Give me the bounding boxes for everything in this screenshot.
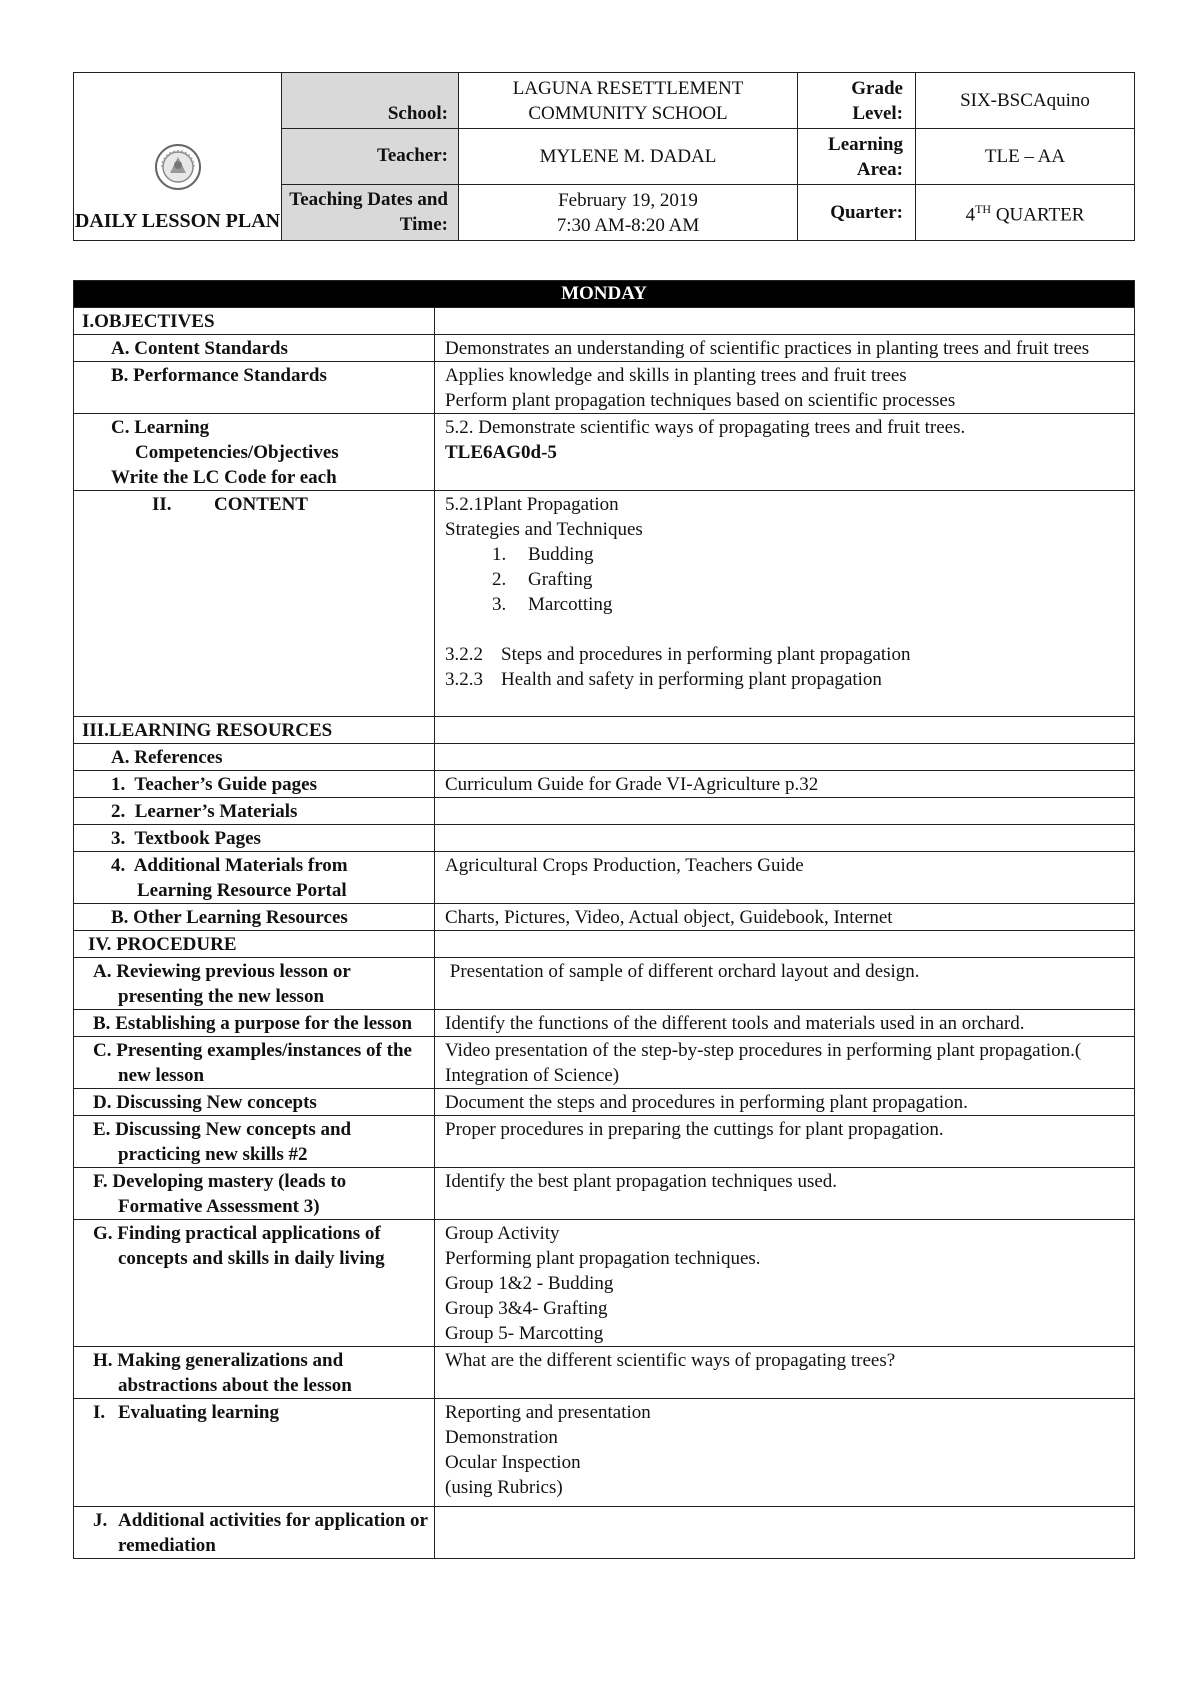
performance-standards-line-2: Perform plant propagation techniques based on scientific processes (445, 390, 956, 411)
header-table (73, 72, 1135, 241)
quarter-text: QUARTER (991, 204, 1085, 226)
procedure-row-c-value: Video presentation of the step-by-step procedures in performing plant propagation.( Integration of Science) (435, 1037, 1135, 1089)
procedure-row-f-value: Identify the best plant propagation techniques used. (435, 1168, 1135, 1220)
grade-label: Grade Level: (798, 73, 916, 129)
dates-line-2: 7:30 AM-8:20 AM (556, 214, 700, 236)
textbook-pages-value (435, 825, 1135, 852)
procedure-row-h-label: H. Making generalizations and abstractions about the lesson (74, 1347, 435, 1399)
deped-seal-icon (154, 143, 202, 191)
learning-competencies-value (435, 414, 1135, 491)
content-standards-value: Demonstrates an understanding of scientific practices in planting trees and fruit trees (435, 335, 1135, 362)
procedure-heading-value (435, 931, 1135, 958)
content-label-num: II. (152, 494, 172, 515)
content-label (74, 491, 435, 717)
school-value: LAGUNA RESETTLEMENT COMMUNITY SCHOOL (459, 73, 798, 129)
other-resources-label: B. Other Learning Resources (74, 904, 435, 931)
learning-competencies-label (74, 414, 435, 491)
procedure-row-h-value: What are the different scientific ways of propagating trees? (435, 1347, 1135, 1399)
performance-standards-value (435, 362, 1135, 414)
additional-materials-label: 4. Additional Materials from Learning Resource Portal (74, 852, 435, 904)
content-line-2: Strategies and Techniques (445, 519, 643, 540)
technique-item: 2. Grafting (492, 569, 593, 590)
quarter-sup: TH (975, 202, 992, 217)
procedure-heading: IV. PROCEDURE (74, 931, 435, 958)
procedure-row-b-value: Identify the functions of the different tools and materials used in an orchard. (435, 1010, 1135, 1037)
logo-title-cell (74, 73, 282, 241)
grade-value: SIX-BSCAquino (916, 73, 1135, 129)
dates-label: Teaching Dates and Time: (282, 185, 459, 241)
lc-value-text: 5.2. Demonstrate scientific ways of propagating trees and fruit trees. (445, 417, 966, 438)
lc-label-line-2: Competencies/Objectives (135, 442, 339, 463)
technique-item: 1. Budding (492, 544, 594, 565)
references-label: A. References (74, 744, 435, 771)
lc-label-line-1: C. Learning (111, 417, 210, 438)
lc-label-line-3: Write the LC Code for each (111, 467, 337, 488)
content-label-text: CONTENT (214, 494, 308, 515)
content-standards-label: A. Content Standards (74, 335, 435, 362)
day-heading: MONDAY (74, 281, 1135, 308)
procedure-row-i-value: Reporting and presentation Demonstration Ocular Inspection (using Rubrics) (435, 1399, 1135, 1507)
performance-standards-line-1: Applies knowledge and skills in planting trees and fruit trees (445, 365, 907, 386)
procedure-row-b-label: B. Establishing a purpose for the lesson (74, 1010, 435, 1037)
procedure-row-i-label: I. Evaluating learning (74, 1399, 435, 1507)
textbook-pages-label: 3. Textbook Pages (74, 825, 435, 852)
teacher-value: MYLENE M. DADAL (459, 129, 798, 185)
lesson-plan-table (73, 280, 1135, 1559)
resources-heading-value (435, 717, 1135, 744)
technique-item: 3. Marcotting (492, 594, 613, 615)
procedure-row-e-value: Proper procedures in preparing the cuttings for plant propagation. (435, 1116, 1135, 1168)
objectives-heading: I.OBJECTIVES (74, 308, 435, 335)
procedure-row-j-value (435, 1507, 1135, 1559)
quarter-value (916, 185, 1135, 241)
quarter-label: Quarter: (798, 185, 916, 241)
teachers-guide-label: 1. Teacher’s Guide pages (74, 771, 435, 798)
content-value (435, 491, 1135, 717)
content-step-2: 3.2.3 Health and safety in performing plant propagation (445, 669, 882, 690)
performance-standards-label: B. Performance Standards (74, 362, 435, 414)
school-label: School: (282, 73, 459, 129)
procedure-row-c-label: C. Presenting examples/instances of the new lesson (74, 1037, 435, 1089)
procedure-row-g-label: G. Finding practical applications of concepts and skills in daily living (74, 1220, 435, 1347)
procedure-row-a-label: A. Reviewing previous lesson or presenting the new lesson (74, 958, 435, 1010)
references-value (435, 744, 1135, 771)
doc-title: DAILY LESSON PLAN (74, 210, 281, 232)
area-value: TLE – AA (916, 129, 1135, 185)
other-resources-value: Charts, Pictures, Video, Actual object, Guidebook, Internet (435, 904, 1135, 931)
procedure-row-d-value: Document the steps and procedures in performing plant propagation. (435, 1089, 1135, 1116)
procedure-row-e-label: E. Discussing New concepts and practicing new skills #2 (74, 1116, 435, 1168)
procedure-row-g-value: Group Activity Performing plant propagation techniques. Group 1&2 - Budding Group 3&4- Grafting Group 5- Marcotting (435, 1220, 1135, 1347)
procedure-row-d-label: D. Discussing New concepts (74, 1089, 435, 1116)
resources-heading: III.LEARNING RESOURCES (74, 717, 435, 744)
content-line-1: 5.2.1Plant Propagation (445, 494, 619, 515)
learners-materials-value (435, 798, 1135, 825)
content-step-1: 3.2.2 Steps and procedures in performing plant propagation (445, 644, 911, 665)
dates-value (459, 185, 798, 241)
quarter-num: 4 (965, 204, 976, 226)
dates-line-1: February 19, 2019 (558, 189, 698, 211)
learners-materials-label: 2. Learner’s Materials (74, 798, 435, 825)
teachers-guide-value: Curriculum Guide for Grade VI-Agriculture p.32 (435, 771, 1135, 798)
procedure-row-j-label: J. Additional activities for application or remediation (74, 1507, 435, 1559)
objectives-heading-value (435, 308, 1135, 335)
area-label: Learning Area: (798, 129, 916, 185)
additional-materials-value: Agricultural Crops Production, Teachers Guide (435, 852, 1135, 904)
procedure-row-a-value: Presentation of sample of different orchard layout and design. (435, 958, 1135, 1010)
techniques-list (445, 542, 1124, 617)
lc-code: TLE6AG0d-5 (445, 442, 557, 463)
teacher-label: Teacher: (282, 129, 459, 185)
procedure-row-f-label: F. Developing mastery (leads to Formative Assessment 3) (74, 1168, 435, 1220)
